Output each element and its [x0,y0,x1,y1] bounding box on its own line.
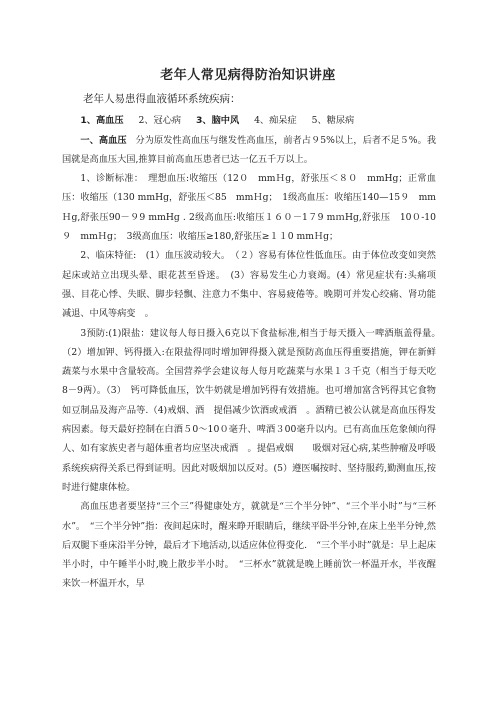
section-heading: 一、高血压 [80,134,127,146]
disease-item: 1、高血压 [80,115,124,127]
disease-item: 4、痴呆症 [254,115,297,127]
intro-paragraph: 老年人易患得血液循环系统疾病： [83,93,241,105]
diagnosis-paragraph: 1、诊断标准： 理想血压:收缩压（12０ mmＨg，舒张压＜８０ mmHg；正常血压：收缩压（130 mmHg，舒张压＜85 mmＨg； 1级高血压：收缩压140—15９ mmＨg,舒张压90－９9 mmHg . 2级高血压:收缩压１６０－1７9 mｍHg,舒张压 10０-10９ mmＨg； 3级高血压：收缩压≥180,舒张压≥１１0 mmＨg； [62,173,436,243]
disease-item: 5、糖尿病 [311,115,355,127]
prevention-paragraph: 3预防:(1)限盐：建议每人每日摄入6克以下食盐标准,相当于每天摄入一啤酒瓶盖得量。 （2）增加钾、钙得摄入:在限盐得同时增加钾得摄入就是预防高血压得重要措施，钾在新鲜蔬菜与水果中含量较高。全国营养学会建议每人每月吃蔬菜与水果１３千克（相当于每天吃 8－9两）。（3） 钙可降低血压，饮牛奶就是增加钙得有效措施。也可增加富含钙得其它食物如豆制品及海产品等.（4)戒烟、酒 提倡减少饮酒或戒酒 。酒精已被公认就是高血压得发病因素。每天最好控制在白酒５0～10０毫升、啤酒３00毫升以内。已有高血压危象倾向得人、如有家族史者与超体重者均应坚决戒酒 。提倡戒烟 吸烟对冠心病,某些肿瘤及呼吸系统疾病得关系已得到证明。因此对吸烟加以反对。(5）遵医嘱按时、坚持服药,勤测血压,按时进行健康体检。 [62,327,446,493]
document-body [62,90,446,594]
page-title: 老年人常见病得防治知识讲座 [160,68,336,83]
disease-list [62,111,436,130]
section-text: 分为原发性高血压与继发性高血压，前者占９5%以上，后者不足５%。我国就是高血压大国,推算目前高血压患者已达一亿五千万以上。 [62,134,437,165]
advice-paragraph: 高血压患者要坚持“三个三”得健康处方，就就是“三个半分钟”、“三个半小时”与“三杯水”。 “三个半分钟”指：夜间起床时，醒来睁开眼睛后，继续平卧半分钟,在床上坐半分钟,然后双腿下垂床沿半分钟，最后才下地活动,以适应体位得变化. “三个半小时”就是：早上起床半小时，中午睡半小时,晚上散步半小时。 “三杯水”就就是晚上睡前饮一杯温开水，半夜醒来饮一杯温开水，早 [62,501,436,590]
section-hypertension [62,131,436,170]
disease-item: 3、脑中风 [196,115,240,127]
symptoms-paragraph: 2、临床特征: (1）血压波动较大。 （２）容易有体位性低血压。由于体位改变如突然起床或站立出现头晕、眼花甚至昏迷。 (3）容易发生心力衰竭。(4）常见症状有:头痛项强、目花心悸、失眠、脚步轻飘、注意力不集中、容易疲倦等。晚期可并发心绞痛、肾功能减退、中风等病变 。 [62,250,436,320]
disease-item: 2、冠心病 [138,115,182,127]
